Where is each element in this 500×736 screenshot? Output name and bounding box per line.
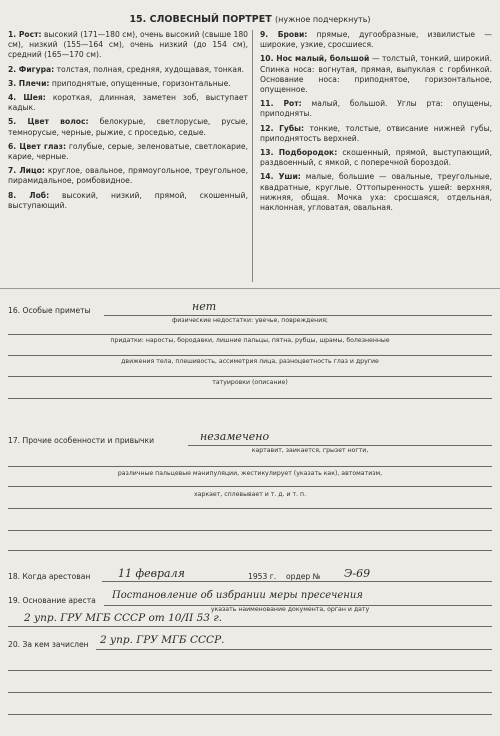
habits-hint-1: картавит, заикается, грызет ногти, xyxy=(251,447,369,454)
special-marks-hint-3: движения тела, плешивость, ассиметрия лица, разноцветность глаз и другие xyxy=(121,358,379,365)
section-habits xyxy=(8,430,492,550)
item-ears: 14. Уши: малые, большие — овальные, треугольные, квадратные, круглые. Оттопыренность ушей: верхняя, нижняя, общая. Мочка уха: сросшаяся, отдельная, наклонная, угловатая, овальная. xyxy=(260,172,492,213)
registered-by-line-2 xyxy=(8,670,492,671)
registered-by-line-4 xyxy=(8,714,492,715)
arrest-basis-value-2[interactable]: 2 упр. ГРУ МГБ СССР от 10/II 53 г. xyxy=(24,612,222,624)
item-shoulders: 3. Плечи: приподнятые, опущенные, горизонтальные. xyxy=(8,78,231,88)
special-marks-line-4 xyxy=(8,376,492,377)
special-marks-line-3 xyxy=(8,355,492,356)
item-chin: 13. Подбородок: скошенный, прямой, выступающий, раздвоенный, с ямкой, с поперечной бороздой. xyxy=(260,148,492,168)
arrest-basis-label: 19. Основание ареста xyxy=(8,596,96,605)
arrest-basis-hint: указать наименование документа, орган и дату xyxy=(210,606,370,613)
title-text: 15. СЛОВЕСНЫЙ ПОРТРЕТ xyxy=(129,14,272,25)
item-figure: 2. Фигура: толстая, полная, средняя, худощавая, тонкая. xyxy=(8,64,244,74)
habits-line-2 xyxy=(8,466,492,467)
order-value[interactable]: Э-69 xyxy=(344,567,371,580)
registered-by-label: 20. За кем зачислен xyxy=(8,640,89,649)
portrait-right-column xyxy=(260,30,492,217)
item-nose: 10. Нос малый, большой — толстый, тонкий, широкий. Спинка носа: вогнутая, прямая, выпуклая с горбинкой. Основание носа: приподнятое, горизонтальное, опущенное. xyxy=(260,54,492,95)
special-marks-line-5 xyxy=(8,398,492,399)
item-hair-color: 5. Цвет волос: белокурые, светлорусые, русые, темнорусые, черные, рыжие, с проседью, седые. xyxy=(8,117,248,137)
arrest-basis-line-2 xyxy=(8,626,492,627)
item-neck: 4. Шея: короткая, длинная, заметен зоб, выступает кадык. xyxy=(8,93,248,113)
habits-hint-3: харкает, сплевывает и т. д. и т. п. xyxy=(193,491,307,498)
special-marks-label: 16. Особые приметы xyxy=(8,306,91,315)
registered-by-line-1 xyxy=(96,649,492,650)
item-eye-color: 6. Цвет глаз: голубые, серые, зеленоватые, светлокарие, карие, черные. xyxy=(8,141,248,162)
portrait-left-column xyxy=(8,30,248,215)
item-eyebrows: 9. Брови: прямые, дугообразные, извилистые — широкие, узкие, сросшиеся. xyxy=(260,30,492,50)
registered-by-line-3 xyxy=(8,692,492,693)
special-marks-line-1 xyxy=(104,315,492,316)
section-arrest-basis xyxy=(8,590,492,630)
habits-hint-2: различные пальцевые манипуляции, жестикулирует (указать как), автоматизм, xyxy=(117,470,383,477)
arrest-basis-value-1[interactable]: Постановление об избрании меры пресечения xyxy=(112,590,363,601)
habits-line-3 xyxy=(8,486,492,487)
item-face: 7. Лицо: круглое, овальное, прямоугольное, треугольное, пирамидальное, ромбовидное. xyxy=(8,166,248,186)
item-height: 1. Рост: высокий (171—180 см), очень высокий (свыше 180 см), низкий (155—164 см), очень низкий (до 154 см), средний (165—170 см). xyxy=(8,30,248,60)
habits-line-1 xyxy=(188,445,492,446)
arrest-year: 1953 г. xyxy=(248,572,277,581)
item-lips: 12. Губы: тонкие, толстые, отвисание нижней губы, приподнятость верхней. xyxy=(260,123,492,143)
special-marks-hint-1: физические недостатки: увечье, повреждения; xyxy=(171,317,329,324)
habits-label: 17. Прочие особенности и привычки xyxy=(8,436,155,445)
special-marks-hint-4: татуировки (описание) xyxy=(212,379,288,386)
section-registered-by xyxy=(8,634,492,724)
section-special-marks xyxy=(8,300,492,410)
section-arrest-date xyxy=(8,566,492,588)
arrest-date-value[interactable]: 11 февраля xyxy=(118,567,185,580)
title-hint: (нужное подчеркнуть) xyxy=(274,15,371,24)
registered-by-value[interactable]: 2 упр. ГРУ МГБ СССР. xyxy=(100,634,225,646)
habits-line-6 xyxy=(8,550,492,551)
habits-line-4 xyxy=(8,508,492,509)
section-separator xyxy=(0,288,500,289)
order-label: ордер № xyxy=(286,572,321,581)
section-title xyxy=(0,14,500,25)
habits-value[interactable]: незамечено xyxy=(200,430,270,443)
special-marks-hint-2: придатки: наросты, бородавки, лишние пальцы, пятна, рубцы, шрамы, болезненные xyxy=(110,337,390,344)
column-divider xyxy=(252,30,253,282)
habits-line-5 xyxy=(8,530,492,531)
arrest-date-label: 18. Когда арестован xyxy=(8,572,91,581)
item-mouth: 11. Рот: малый, большой. Углы рта: опущены, приподняты. xyxy=(260,99,492,119)
item-forehead: 8. Лоб: высокий, низкий, прямой, скошенный, выступающий. xyxy=(8,190,248,210)
arrest-date-line xyxy=(102,581,492,582)
special-marks-line-2 xyxy=(8,334,492,335)
special-marks-value[interactable]: нет xyxy=(192,300,217,313)
